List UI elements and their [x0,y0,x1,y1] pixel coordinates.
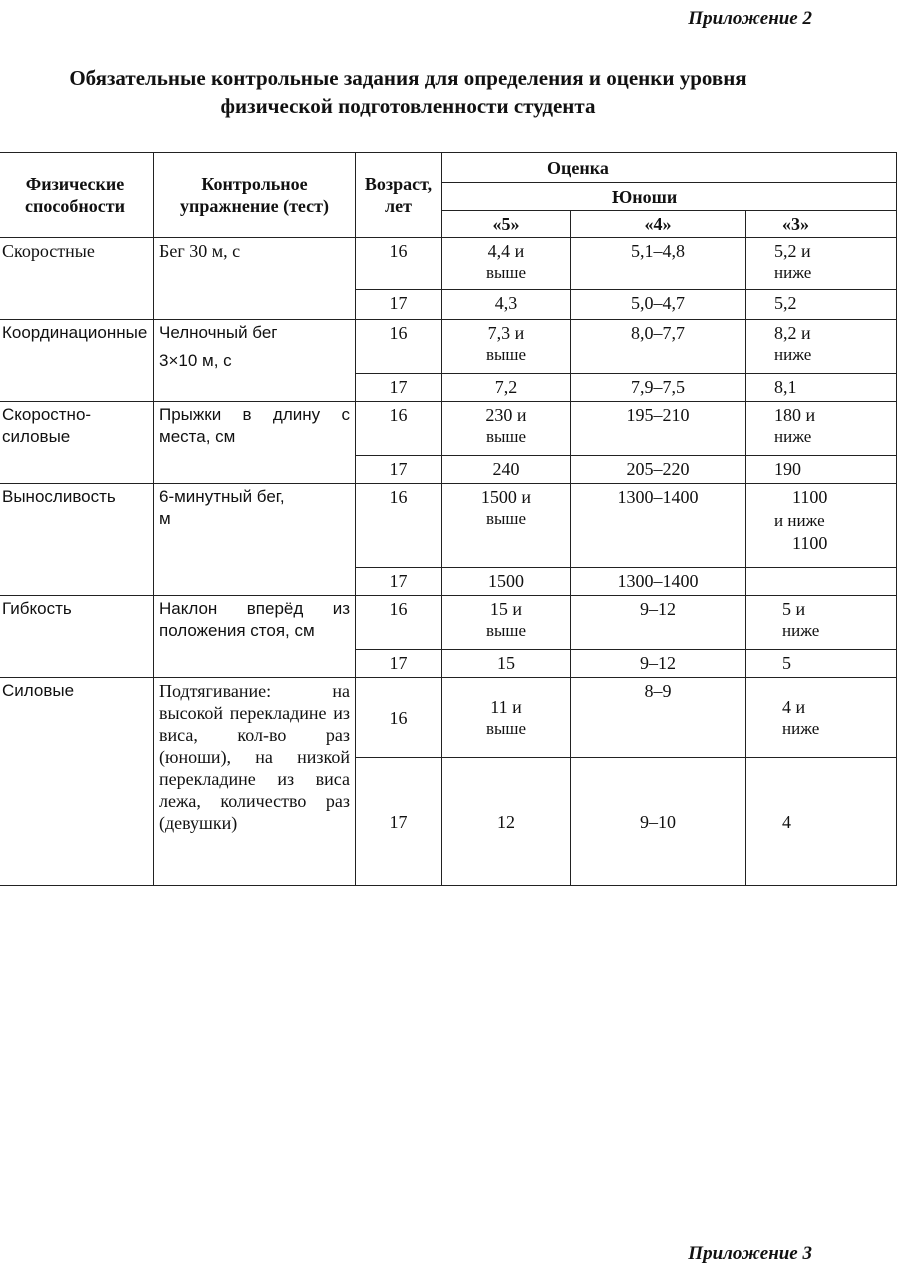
grade-4-cell: 9–12 [571,650,746,678]
grade-3-cell: 5 и ниже [746,596,897,650]
title-line-1: Обязательные контрольные задания для определения и оценки уровня [69,66,747,90]
ability-cell: Гибкость [0,596,154,678]
grade-3-cell: 4 и ниже [746,678,897,758]
grade-5-cell: 15 и выше [442,596,571,650]
grade-5-cell: 4,4 и выше [442,238,571,290]
grade-4-cell: 5,1–4,8 [571,238,746,290]
table-row [0,320,897,374]
standards-table [0,152,897,886]
exercise-cell: Бег 30 м, с [154,238,356,320]
ability-cell: Скоростно-силовые [0,402,154,484]
age-cell: 17 [356,758,442,886]
grade-5-cell: 11 и выше [442,678,571,758]
grade-3-cell: 8,1 [746,374,897,402]
grade-4-cell: 9–12 [571,596,746,650]
age-cell: 16 [356,320,442,374]
age-cell: 17 [356,374,442,402]
header-grade-4: «4» [571,211,746,238]
ability-cell: Скоростные [0,238,154,320]
age-cell: 16 [356,678,442,758]
grade-5-cell: 4,3 [442,290,571,320]
age-cell: 17 [356,650,442,678]
header-grade-3: «3» [746,211,897,238]
grade-5-cell: 7,3 и выше [442,320,571,374]
header-age: Возраст, лет [356,153,442,238]
standards-table-container [0,152,828,882]
grade-3-cell: 1100 и ниже 1100 [746,484,897,568]
grade-4-cell: 1300–1400 [571,484,746,568]
grade-4-cell: 205–220 [571,456,746,484]
grade-5-cell: 1500 [442,568,571,596]
appendix-label-top: Приложение 2 [688,8,812,29]
grade-3-cell: 180 и ниже [746,402,897,456]
grade-4-cell: 5,0–4,7 [571,290,746,320]
page-title [0,64,816,120]
ability-cell: Координационные [0,320,154,402]
grade-5-cell: 7,2 [442,374,571,402]
exercise-cell: Прыжки в длину с места, см [154,402,356,484]
header-grade-5: «5» [442,211,571,238]
exercise-cell: Челночный бег 3×10 м, с [154,320,356,402]
age-cell: 16 [356,484,442,568]
age-cell: 16 [356,238,442,290]
grade-5-cell: 12 [442,758,571,886]
header-boys: Юноши [442,183,897,211]
exercise-cell: Подтягивание: на высокой перекладине из виса, кол-во раз (юноши), на низкой перекладине из виса лежа, количество раз (девушки) [154,678,356,886]
grade-4-cell: 9–10 [571,758,746,886]
table-row [0,402,897,456]
grade-3-cell: 5 [746,650,897,678]
grade-3-cell: 190 [746,456,897,484]
grade-4-cell: 7,9–7,5 [571,374,746,402]
exercise-cell: Наклон вперёд из положения стоя, см [154,596,356,678]
grade-3-cell: 5,2 и ниже [746,238,897,290]
grade-4-cell: 195–210 [571,402,746,456]
grade-4-cell: 1300–1400 [571,568,746,596]
age-cell: 16 [356,596,442,650]
header-exercise: Контрольное упражнение (тест) [154,153,356,238]
header-grade: Оценка [442,153,897,183]
ability-cell: Выносливость [0,484,154,596]
grade-3-cell [746,568,897,596]
ability-cell: Силовые [0,678,154,886]
age-cell: 16 [356,402,442,456]
grade-5-cell: 240 [442,456,571,484]
table-row [0,678,897,758]
table-row [0,484,897,568]
age-cell: 17 [356,568,442,596]
appendix-label-bottom: Приложение 3 [688,1243,812,1264]
title-line-2: физической подготовленности студента [220,94,596,118]
grade-5-cell: 230 и выше [442,402,571,456]
age-cell: 17 [356,456,442,484]
grade-5-cell: 1500 и выше [442,484,571,568]
table-row [0,238,897,290]
grade-3-cell: 4 [746,758,897,886]
grade-4-cell: 8,0–7,7 [571,320,746,374]
header-abilities: Физические способности [0,153,154,238]
table-row [0,596,897,650]
grade-3-cell: 5,2 [746,290,897,320]
exercise-cell: 6-минутный бег, м [154,484,356,596]
grade-5-cell: 15 [442,650,571,678]
age-cell: 17 [356,290,442,320]
grade-4-cell: 8–9 [571,678,746,758]
grade-3-cell: 8,2 и ниже [746,320,897,374]
